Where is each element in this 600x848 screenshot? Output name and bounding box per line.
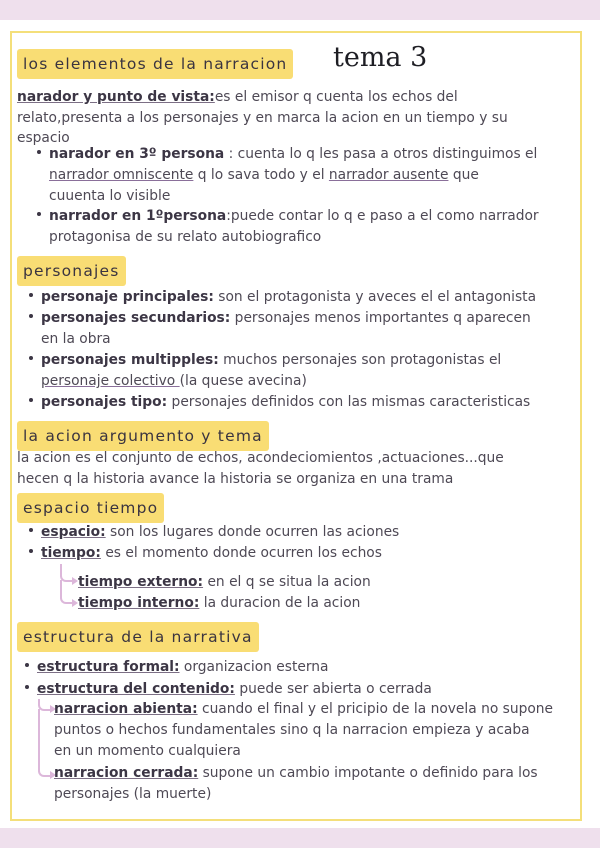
narrador-omniscente-term: narrador omniscente: [49, 167, 194, 183]
list-item: estructura del contenido: puede ser abierta o cerrada: [25, 679, 432, 700]
list-item-continuation: cuuenta lo visible: [49, 188, 171, 204]
list-item-continuation: en la obra: [41, 331, 111, 347]
list-item-continuation: narrador omniscente q lo sava todo y el narrador ausente que: [49, 167, 479, 183]
page-title: tema 3: [333, 42, 428, 73]
section-heading-personajes: personajes: [17, 256, 126, 286]
personaje-colectivo-term: personaje colectivo: [41, 373, 180, 389]
list-item: estructura formal: organizacion esterna: [25, 657, 328, 678]
sub-list-item-continuation: personajes (la muerte): [54, 786, 212, 802]
section-heading-espacio: espacio tiempo: [17, 493, 164, 523]
sub-list-item: tiempo externo: en el q se situa la acion: [78, 574, 371, 590]
list-item: personajes tipo: personajes definidos con las mismas caracteristicas: [29, 392, 530, 413]
narrador-ausente-term: narrador ausente: [328, 167, 449, 183]
list-item: narador en 3º persona : cuenta lo q les pasa a otros distinguimos el: [37, 144, 537, 165]
sub-list-item: narracion abienta: cuando el final y el pricipio de la novela no supone: [54, 701, 554, 717]
list-item-continuation: personaje colectivo (la quese avecina): [41, 373, 307, 389]
list-item: personajes multipples: muchos personajes son protagonistas el: [29, 350, 501, 371]
list-item: espacio: son los lugares donde ocurren las aciones: [29, 522, 399, 543]
list-item: tiempo: es el momento donde ocurren los echos: [29, 543, 382, 564]
acion-text-line2: hecen q la historia avance la historia se organiza en una trama: [17, 471, 454, 487]
sub-list-item: tiempo interno: la duracion de la acion: [78, 595, 361, 611]
narrador-definition-line2: relato,presenta a los personajes y en marca la acion en un tiempo y su: [17, 110, 508, 126]
sub-list-item-continuation: en un momento cualquiera: [54, 743, 241, 759]
list-item: narrador en 1ºpersona:puede contar lo q e paso a el como narrador: [37, 206, 539, 227]
sub-list-item-continuation: puntos o hechos fundamentales sino q la narracion empieza y acaba: [54, 722, 530, 738]
list-item-continuation: protagonisa de su relato autobiografico: [49, 229, 322, 245]
acion-text-line1: la acion es el conjunto de echos, acondeciomientos ,actuaciones...que: [17, 450, 504, 466]
list-item: personajes secundarios: personajes menos importantes q aparecen: [29, 308, 531, 329]
section-heading-acion: la acion argumento y tema: [17, 421, 269, 451]
narrador-definition-line3: espacio: [17, 130, 70, 146]
narrador-definition-line1: narador y punto de vista:es el emisor q cuenta los echos del: [17, 89, 458, 105]
sub-list-item: narracion cerrada: supone un cambio impotante o definido para los: [54, 765, 538, 781]
list-item: personaje principales: son el protagonista y aveces el el antagonista: [29, 287, 536, 308]
branch-arrow-icon: [38, 709, 52, 777]
section-heading-elementos: los elementos de la narracion: [17, 49, 293, 79]
section-heading-estructura: estructura de la narrativa: [17, 622, 259, 652]
narrador-term: narador y punto de vista:: [17, 89, 215, 105]
